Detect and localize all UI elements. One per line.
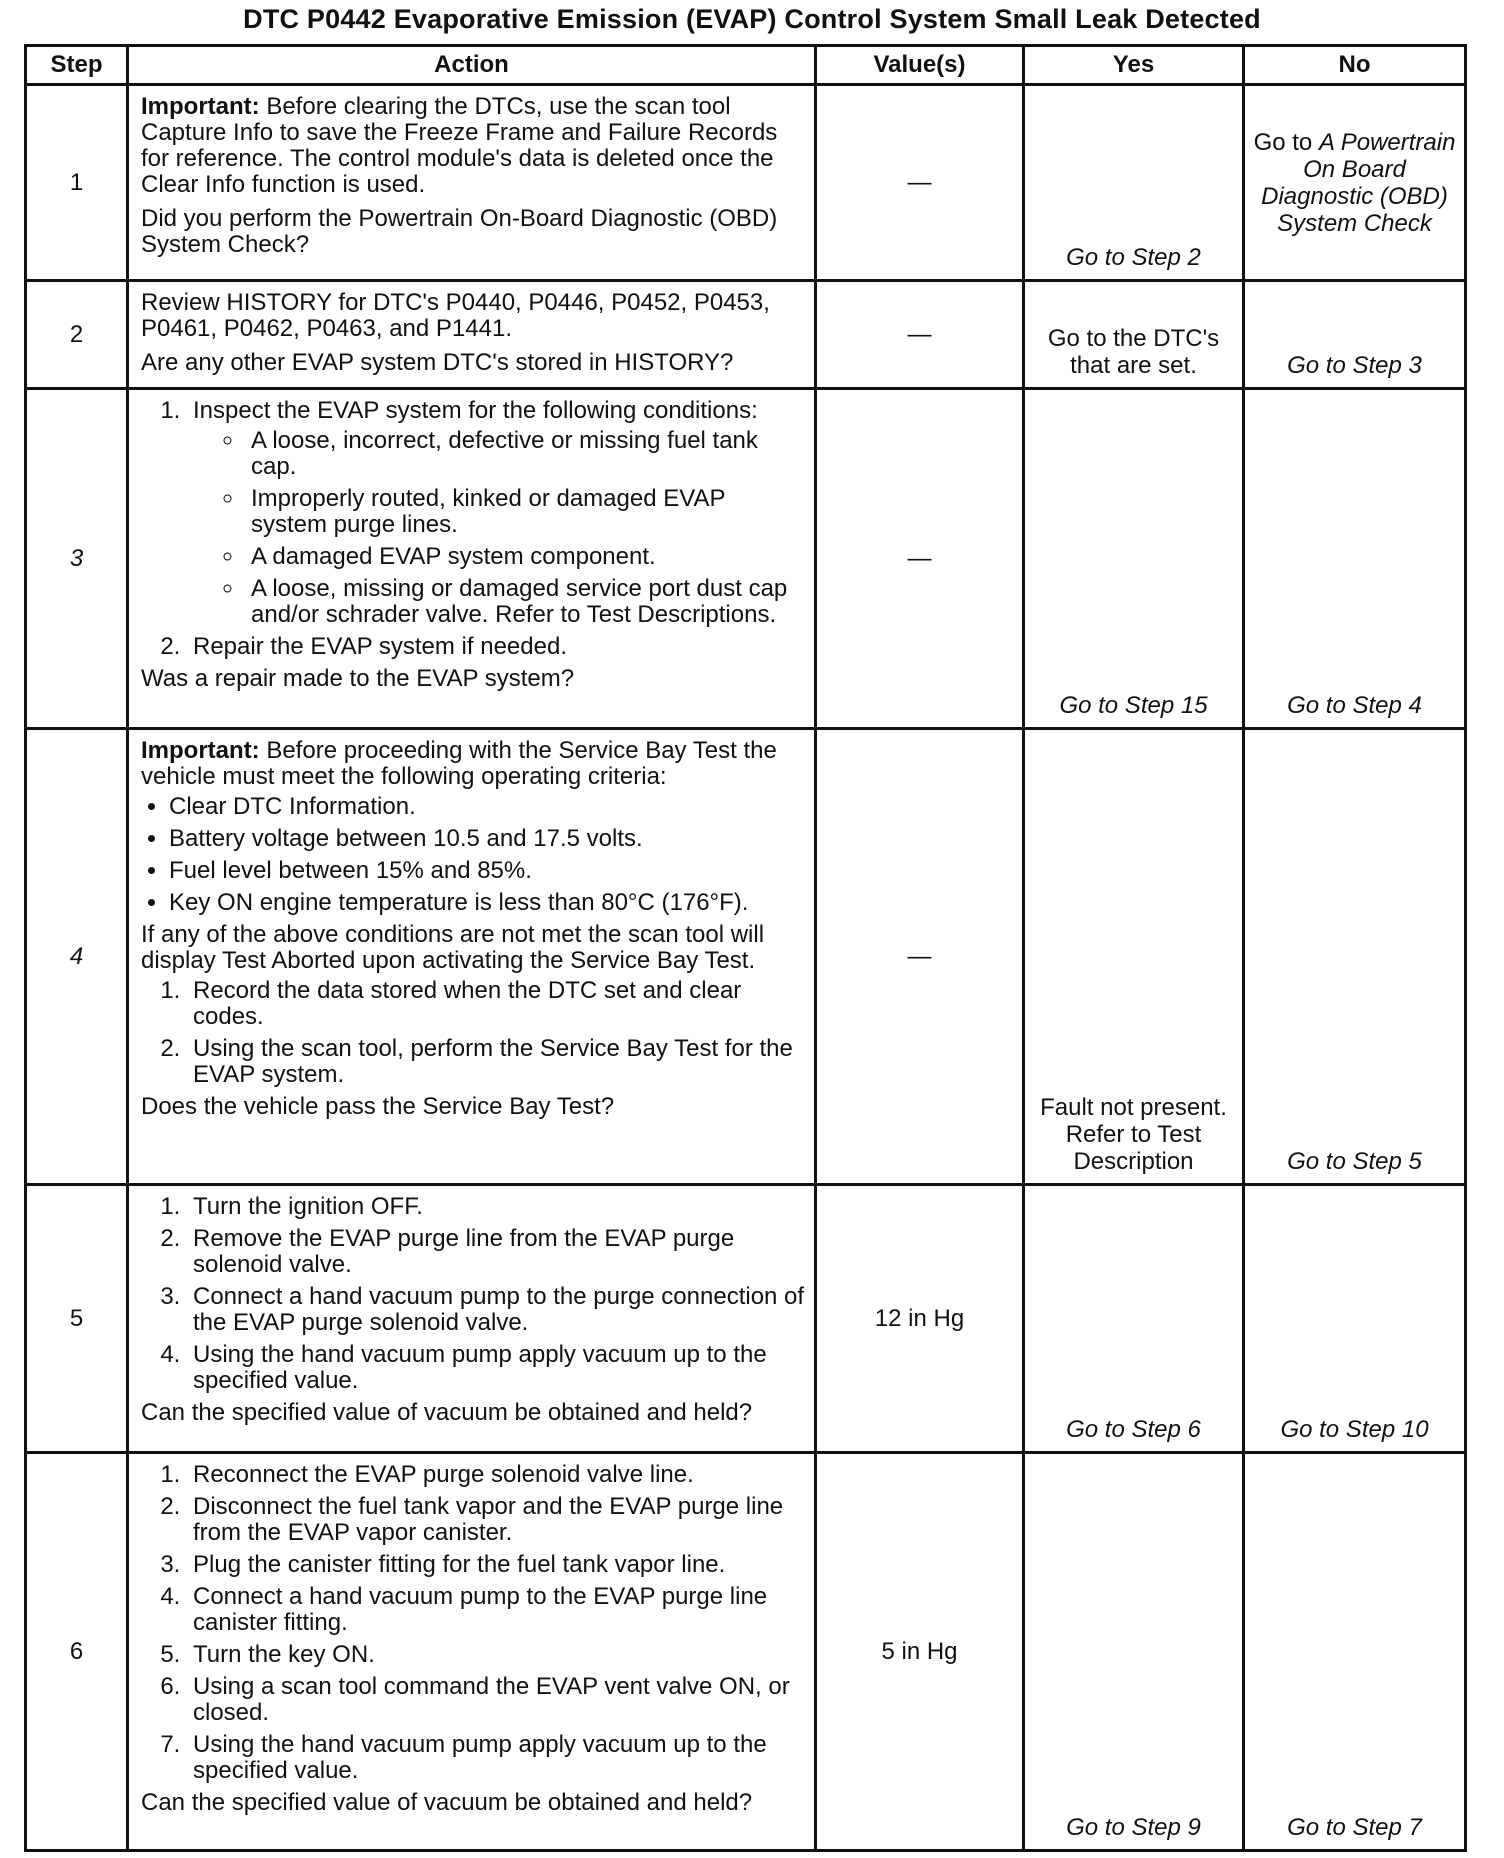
- yes-cell: Go to Step 9: [1024, 1453, 1244, 1851]
- list-item: 1. Reconnect the EVAP purge solenoid valve line.: [187, 1462, 806, 1488]
- table-row: [26, 281, 1466, 389]
- no-cell: [1244, 85, 1466, 281]
- step-number: 4: [26, 729, 128, 1185]
- list-item: [187, 398, 806, 628]
- table-header-row: [26, 46, 1466, 85]
- list-item: 5. Turn the key ON.: [187, 1642, 806, 1668]
- action-cell: [128, 281, 816, 389]
- bullet-item: ◦ A damaged EVAP system component.: [245, 544, 806, 570]
- header-step: Step: [26, 46, 128, 85]
- list-item: 4. Using the hand vacuum pump apply vacuum up to the specified value.: [187, 1342, 806, 1394]
- bullet-item: ◦ Improperly routed, kinked or damaged EVAP system purge lines.: [245, 486, 806, 538]
- important-text: Before proceeding with the Service Bay Test the vehicle must meet the following operating criteria:: [141, 737, 777, 790]
- header-values: Value(s): [816, 46, 1024, 85]
- step-question: Can the specified value of vacuum be obtained and held?: [141, 1789, 753, 1816]
- no-cell: Go to Step 3: [1244, 281, 1466, 389]
- numbered-list: [141, 1194, 806, 1394]
- action-cell: [128, 729, 816, 1185]
- no-cell: Go to Step 5: [1244, 729, 1466, 1185]
- list-item: 2. Remove the EVAP purge line from the EVAP purge solenoid valve.: [187, 1226, 806, 1278]
- step-question: Was a repair made to the EVAP system?: [141, 665, 575, 692]
- header-action: Action: [128, 46, 816, 85]
- action-cell: [128, 1453, 816, 1851]
- bullet-item: • Clear DTC Information.: [169, 794, 806, 820]
- numbered-list: [141, 398, 806, 660]
- step-note: If any of the above conditions are not met the scan tool will display Test Aborted upon activating the Service Bay Test.: [141, 921, 765, 974]
- yes-cell: Go to Step 15: [1024, 389, 1244, 729]
- value-cell: —: [816, 85, 1024, 281]
- step-number: 2: [26, 281, 128, 389]
- bullet-list: [141, 794, 806, 916]
- list-item-text: Inspect the EVAP system for the following conditions:: [193, 397, 758, 424]
- bullet-item: • Fuel level between 15% and 85%.: [169, 858, 806, 884]
- diagnostic-table: [24, 44, 1467, 1852]
- list-item: 2. Repair the EVAP system if needed.: [187, 634, 806, 660]
- list-item: 4. Connect a hand vacuum pump to the EVAP purge line canister fitting.: [187, 1584, 806, 1636]
- step-number: 3: [26, 389, 128, 729]
- important-text: Before clearing the DTCs, use the scan tool Capture Info to save the Freeze Frame and Failure Records for reference. The control module's data is deleted once the Clear Info function is used.: [141, 93, 778, 198]
- table-row: [26, 729, 1466, 1185]
- step-question: Are any other EVAP system DTC's stored in HISTORY?: [141, 349, 734, 376]
- no-cell: Go to Step 4: [1244, 389, 1466, 729]
- list-item: 1. Record the data stored when the DTC set and clear codes.: [187, 978, 806, 1030]
- important-label: Important:: [141, 737, 260, 764]
- step-text: Review HISTORY for DTC's P0440, P0446, P0452, P0453, P0461, P0462, P0463, and P1441.: [141, 289, 770, 342]
- table-row: [26, 1453, 1466, 1851]
- header-yes: Yes: [1024, 46, 1244, 85]
- yes-cell: Go to the DTC's that are set.: [1024, 281, 1244, 389]
- step-number: 1: [26, 85, 128, 281]
- step-question: Does the vehicle pass the Service Bay Test?: [141, 1093, 615, 1120]
- list-item: 3. Plug the canister fitting for the fuel tank vapor line.: [187, 1552, 806, 1578]
- yes-cell: Fault not present. Refer to Test Description: [1024, 729, 1244, 1185]
- value-cell: —: [816, 729, 1024, 1185]
- no-cell: Go to Step 10: [1244, 1185, 1466, 1453]
- bullet-list: [193, 428, 806, 628]
- step-number: 5: [26, 1185, 128, 1453]
- list-item: 6. Using a scan tool command the EVAP vent valve ON, or closed.: [187, 1674, 806, 1726]
- numbered-list: [141, 978, 806, 1088]
- table-row: [26, 85, 1466, 281]
- document-title: DTC P0442 Evaporative Emission (EVAP) Control System Small Leak Detected: [243, 4, 1261, 34]
- list-item: 7. Using the hand vacuum pump apply vacuum up to the specified value.: [187, 1732, 806, 1784]
- action-cell: [128, 389, 816, 729]
- table-row: [26, 1185, 1466, 1453]
- list-item: 3. Connect a hand vacuum pump to the purge connection of the EVAP purge solenoid valve.: [187, 1284, 806, 1336]
- action-cell: [128, 85, 816, 281]
- value-cell: —: [816, 281, 1024, 389]
- list-item: 2. Disconnect the fuel tank vapor and the EVAP purge line from the EVAP vapor canister.: [187, 1494, 806, 1546]
- list-item: 2. Using the scan tool, perform the Service Bay Test for the EVAP system.: [187, 1036, 806, 1088]
- no-link: A Powertrain On Board Diagnostic (OBD) System Check: [1261, 128, 1456, 237]
- header-no: No: [1244, 46, 1466, 85]
- important-note: [141, 738, 806, 790]
- table-row: [26, 389, 1466, 729]
- bullet-item: • Key ON engine temperature is less than 80°C (176°F).: [169, 890, 806, 916]
- value-cell: 12 in Hg: [816, 1185, 1024, 1453]
- value-cell: 5 in Hg: [816, 1453, 1024, 1851]
- numbered-list: [141, 1462, 806, 1784]
- important-label: Important:: [141, 93, 260, 120]
- bullet-item: ◦ A loose, incorrect, defective or missing fuel tank cap.: [245, 428, 806, 480]
- no-cell: Go to Step 7: [1244, 1453, 1466, 1851]
- yes-cell: Go to Step 2: [1024, 85, 1244, 281]
- step-question: Did you perform the Powertrain On-Board Diagnostic (OBD) System Check?: [141, 205, 778, 258]
- value-cell: —: [816, 389, 1024, 729]
- action-cell: [128, 1185, 816, 1453]
- step-question: Can the specified value of vacuum be obtained and held?: [141, 1399, 753, 1426]
- no-prefix: Go to: [1253, 128, 1319, 156]
- yes-cell: Go to Step 6: [1024, 1185, 1244, 1453]
- step-number: 6: [26, 1453, 128, 1851]
- bullet-item: • Battery voltage between 10.5 and 17.5 volts.: [169, 826, 806, 852]
- list-item: 1. Turn the ignition OFF.: [187, 1194, 806, 1220]
- bullet-item: ◦ A loose, missing or damaged service port dust cap and/or schrader valve. Refer to Test Descriptions.: [245, 576, 806, 628]
- important-note: [141, 94, 806, 198]
